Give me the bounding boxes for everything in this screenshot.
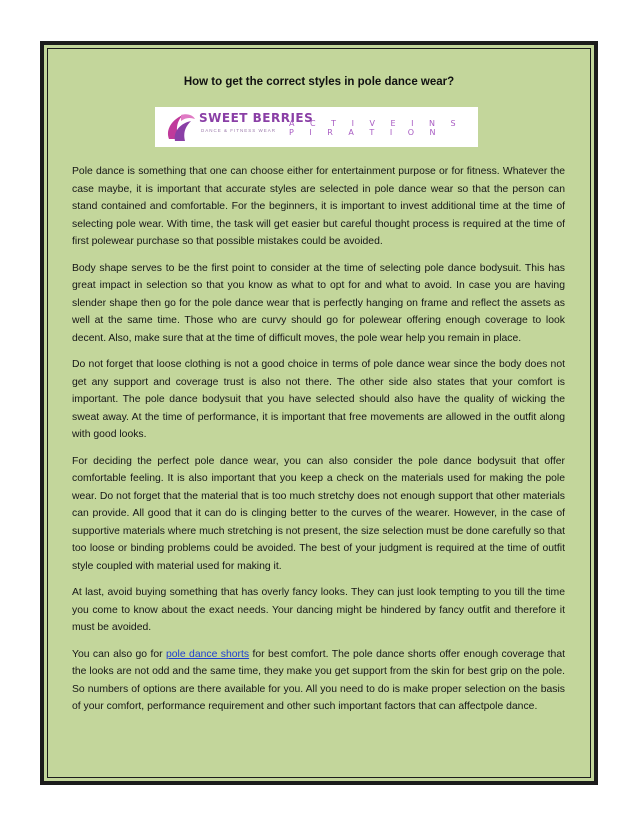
paragraph-text-before-link: You can also go for	[72, 648, 166, 660]
paragraph: At last, avoid buying something that has overly fancy looks. They can just look tempting to you till the time you come to know about the exact needs. Your dancing might be hindered by fancy outfit and therefore it must be avoided.	[72, 587, 565, 633]
document-title: How to get the correct styles in pole dance wear?	[183, 76, 455, 88]
paragraph-text-after-link: for best comfort. The pole dance shorts offer enough coverage that the looks are not odd and the same time, they make you get support from the skin for best grip on the pole. So numbers of options are there available for you. All you need to do is make proper selection on the basis of your comfort, performance requirement and other such important factors that can affectpole dance.	[72, 648, 565, 712]
paragraph: Do not forget that loose clothing is not a good choice in terms of pole dance wear since the body does not get any support and coverage trust is also not there. The other side also states that your comfort is important. The pole dance bodysuit that you have selected should also have the quality of wicking the sweat away. At the time of performance, it is important that free movements are allowed in the outfit along with good looks.	[72, 359, 565, 440]
paragraph-with-link	[72, 646, 565, 716]
paragraph: For deciding the perfect pole dance wear, you can also consider the pole dance bodysuit that offer comfortable feeling. It is also important that you keep a check on the materials used for making the pole wear. Do not forget that the material that is too much stretchy does not enough support that other materials can provide. All good that it can do is clinging better to the curves of the wearer. However, in the case of supportive materials where much stretching is not present, the size selection must be done carefully so that too loose or binding problems could be avoided. The best of your judgment is required at the time of outfit style coupled with material used for making it.	[72, 455, 565, 572]
logo-swirl-icon	[161, 109, 197, 145]
brand-logo	[155, 107, 478, 147]
article-body	[72, 163, 565, 725]
logo-subtitle: DANCE & FITNESS WEAR	[201, 128, 277, 133]
paragraph: Body shape serves to be the first point to consider at the time of selecting pole dance bodysuit. This has great impact in selection so that you know as what to opt for and what to avoid. In case you are having slender shape then go for the pole dance wear that is perfectly hanging on frame and reflect the assets as well at the same time. Those who are curvy should go for polewear offering enough coverage to look decent. Also, make sure that at the time of difficult moves, the pole wear help you remain in place.	[72, 262, 565, 344]
paragraph: Pole dance is something that one can choose either for entertainment purpose or for fitness. Whatever the case maybe, it is important that accurate styles are selected in pole dance wear so that the person can stand contained and comfortable. For the beginners, it is important to invest additional time at the time of selecting pole wear. With time, the task will get easier but careful thought process is required at the time of first polewear purchase so that possible mistakes could be avoided.	[72, 166, 565, 247]
logo-brand-name: SWEET BERRIES	[199, 111, 314, 125]
logo-tagline: A C T I V E I N S P I R A T I O N	[289, 119, 463, 137]
pole-dance-shorts-link[interactable]: pole dance shorts	[166, 648, 250, 660]
